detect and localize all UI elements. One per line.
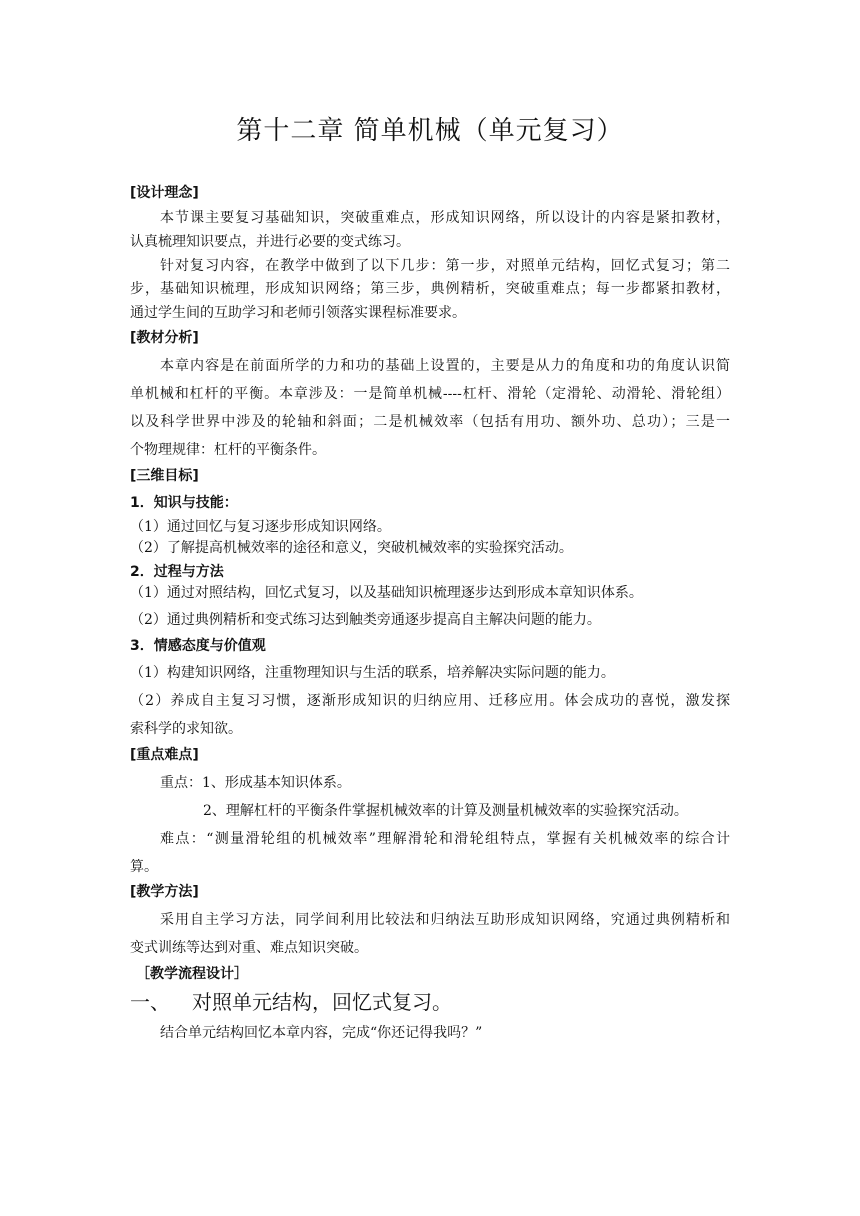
section-heading-key-points: [重点难点] [130,747,199,763]
paragraph-line: 个物理规律：杠杆的平衡条件。 [130,442,326,458]
paragraph-line: 重点：1、形成基本知识体系。 [160,775,351,791]
objective-item: （2）通过典例精析和变式练习达到触类旁通逐步提高自主解决问题的能力。 [130,612,601,628]
objective-item: 索科学的求知欲。 [130,721,242,737]
paragraph-line: 步，基础知识梳理，形成知识网络；第三步，典例精析，突破重难点；每一步都紧扣教材， [130,281,730,297]
objective-item: （1）构建知识网络，注重物理知识与生活的联系，培养解决实际问题的能力。 [130,665,615,681]
step-title: 对照单元结构，回忆式复习。 [192,990,452,1014]
objective-item: （1）通过回忆与复习逐步形成知识网络。 [130,519,391,535]
section-heading-material-analysis: [教材分析] [130,330,199,346]
section-heading-design-concept: [设计理念] [130,185,199,201]
paragraph-line: 针对复习内容，在教学中做到了以下几步：第一步，对照单元结构，回忆式复习；第二 [160,258,730,274]
objective-subheading: 1．知识与技能： [130,495,238,511]
paragraph-line: 采用自主学习方法，同学间利用比较法和归纳法互助形成知识网络，究通过典例精析和 [160,912,730,928]
paragraph-line: 难点：“测量滑轮组的机械效率”理解滑轮和滑轮组特点，掌握有关机械效率的综合计 [160,831,730,847]
step-number: 一、 [130,990,170,1014]
objective-subheading: 3．情感态度与价值观 [130,638,266,654]
objective-item: （2）了解提高机械效率的途径和意义，突破机械效率的实验探究活动。 [130,540,573,556]
paragraph-line: 以及科学世界中涉及的轮轴和斜面；二是机械效率（包括有用功、额外功、总功）；三是一 [130,414,730,430]
objective-item: （2）养成自主复习习惯，逐渐形成知识的归纳应用、迁移应用。体会成功的喜悦，激发探 [130,693,730,709]
paragraph-line: 通过学生间的互助学习和老师引领落实课程标准要求。 [130,305,466,321]
paragraph-line: 算。 [130,859,158,875]
paragraph-line: 变式训练等达到对重、难点知识突破。 [130,940,368,956]
section-heading-flow: ［教学流程设计］ [136,966,248,982]
paragraph-line: 结合单元结构回忆本章内容，完成“你还记得我吗？” [160,1025,483,1041]
paragraph-line: 2、理解杠杆的平衡条件掌握机械效率的计算及测量机械效率的实验探究活动。 [203,803,688,819]
section-heading-objectives: [三维目标] [130,468,199,484]
section-heading-methods: [教学方法] [130,884,199,900]
paragraph-line: 单机械和杠杆的平衡。本章涉及：一是简单机械----杠杆、滑轮（定滑轮、动滑轮、滑轮组） [130,386,730,402]
paragraph-line: 本章内容是在前面所学的力和功的基础上设置的，主要是从力的角度和功的角度认识简 [160,358,730,374]
page-title: 第十二章 简单机械（单元复习） [236,116,624,146]
objective-subheading: 2．过程与方法 [130,564,224,580]
paragraph-line: 本节课主要复习基础知识，突破重难点，形成知识网络，所以设计的内容是紧扣教材， [160,210,730,226]
objective-item: （1）通过对照结构，回忆式复习，以及基础知识梳理逐步达到形成本章知识体系。 [130,585,643,601]
paragraph-line: 认真梳理知识要点，并进行必要的变式练习。 [130,234,410,250]
